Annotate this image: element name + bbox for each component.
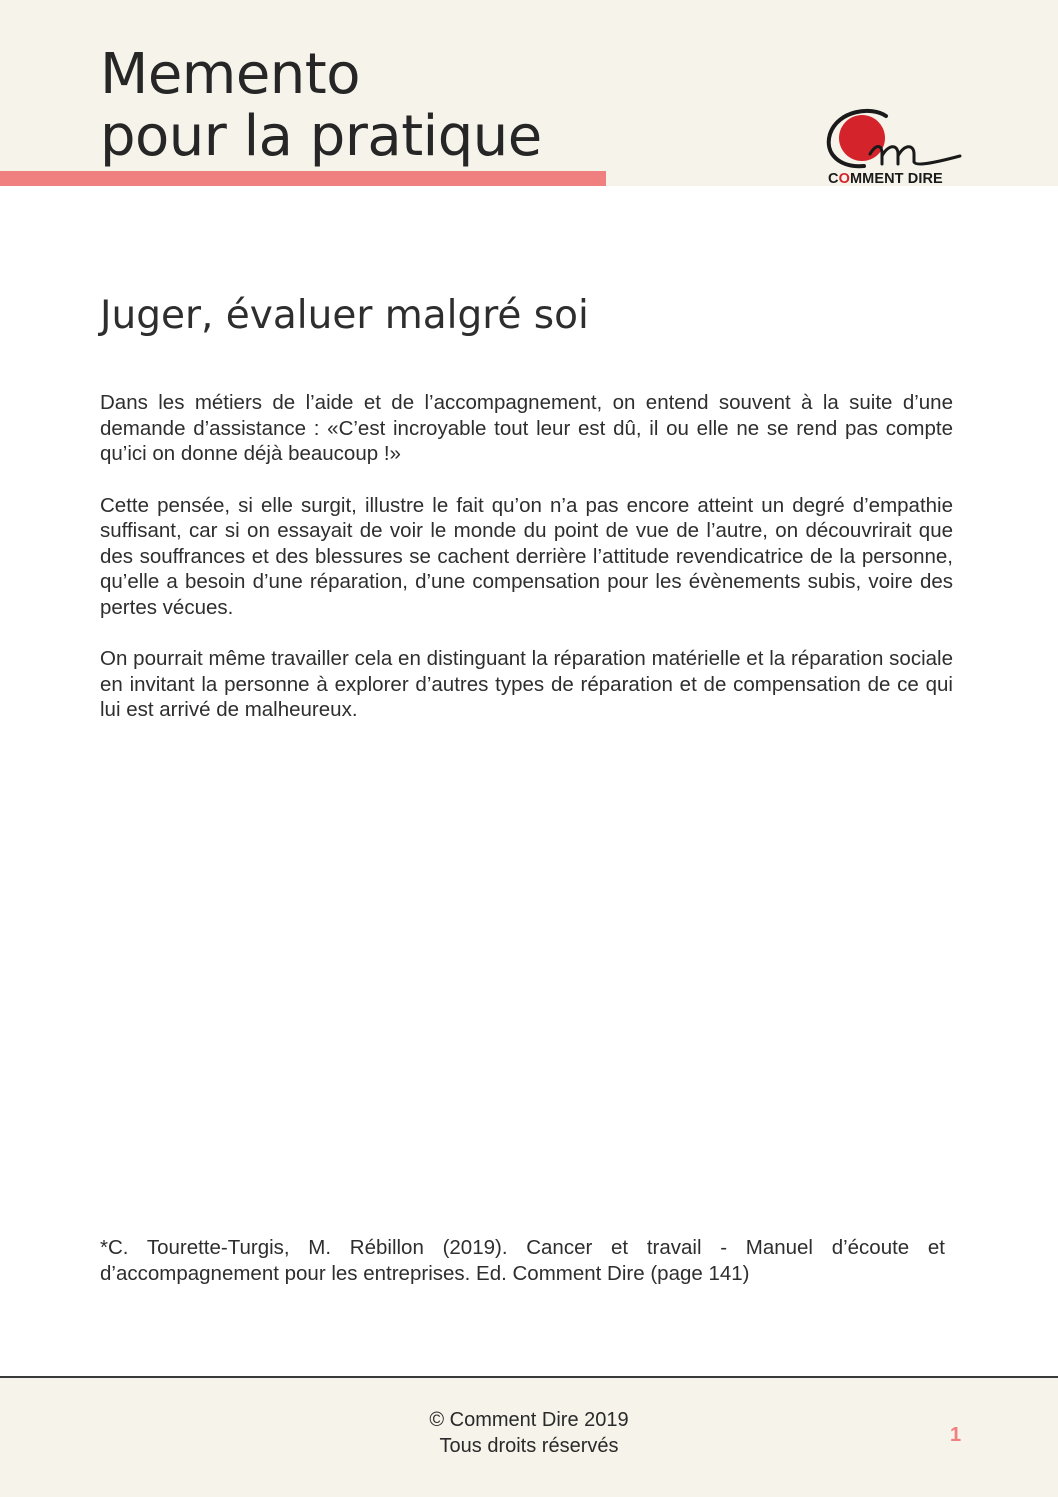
title-line-2: pour la pratique	[100, 104, 542, 169]
accent-bar	[0, 171, 606, 186]
logo-mark-icon	[820, 104, 970, 174]
comment-dire-logo	[820, 104, 970, 188]
rights-notice: Tous droits réservés	[439, 1435, 619, 1457]
page-title	[100, 44, 542, 168]
footer-text	[0, 1407, 1058, 1459]
section-heading: Juger, évaluer malgré soi	[100, 293, 589, 338]
title-line-1: Memento	[100, 42, 360, 107]
page-number: 1	[950, 1424, 962, 1446]
paragraph-3: On pourrait même travailler cela en distinguant la réparation matérielle et la réparation sociale en invitant la personne à explorer d’autres types de réparation et de compensation de ce qui lui est arrivé de malheureux.	[100, 647, 953, 721]
paragraph-1: Dans les métiers de l’aide et de l’accompagnement, on entend souvent à la suite d’une demande d’assistance : «C’est incroyable tout leur est dû, il ou elle ne se rend pas compte qu’ici on donne déjà beaucoup !»	[100, 391, 953, 465]
paragraph-2: Cette pensée, si elle surgit, illustre le fait qu’on n’a pas encore atteint un degré d’empathie suffisant, car si on essayait de voir le monde du point de vue de l’autre, on découvrirait que des souffrances et des blessures se cachent derrière l’attitude revendicatrice de la personne, qu’elle a besoin d’une réparation, d’une compensation pour les évènements subis, voire des pertes vécues.	[100, 493, 953, 619]
body-text	[100, 390, 953, 749]
copyright: © Comment Dire 2019	[429, 1409, 629, 1431]
logo-wordmark: COMMENT DIRE	[828, 171, 943, 187]
footnote: *C. Tourette-Turgis, M. Rébillon (2019). Cancer et travail - Manuel d’écoute et d’accompagnement pour les entreprises. Ed. Comment Dire (page 141)	[100, 1236, 945, 1285]
